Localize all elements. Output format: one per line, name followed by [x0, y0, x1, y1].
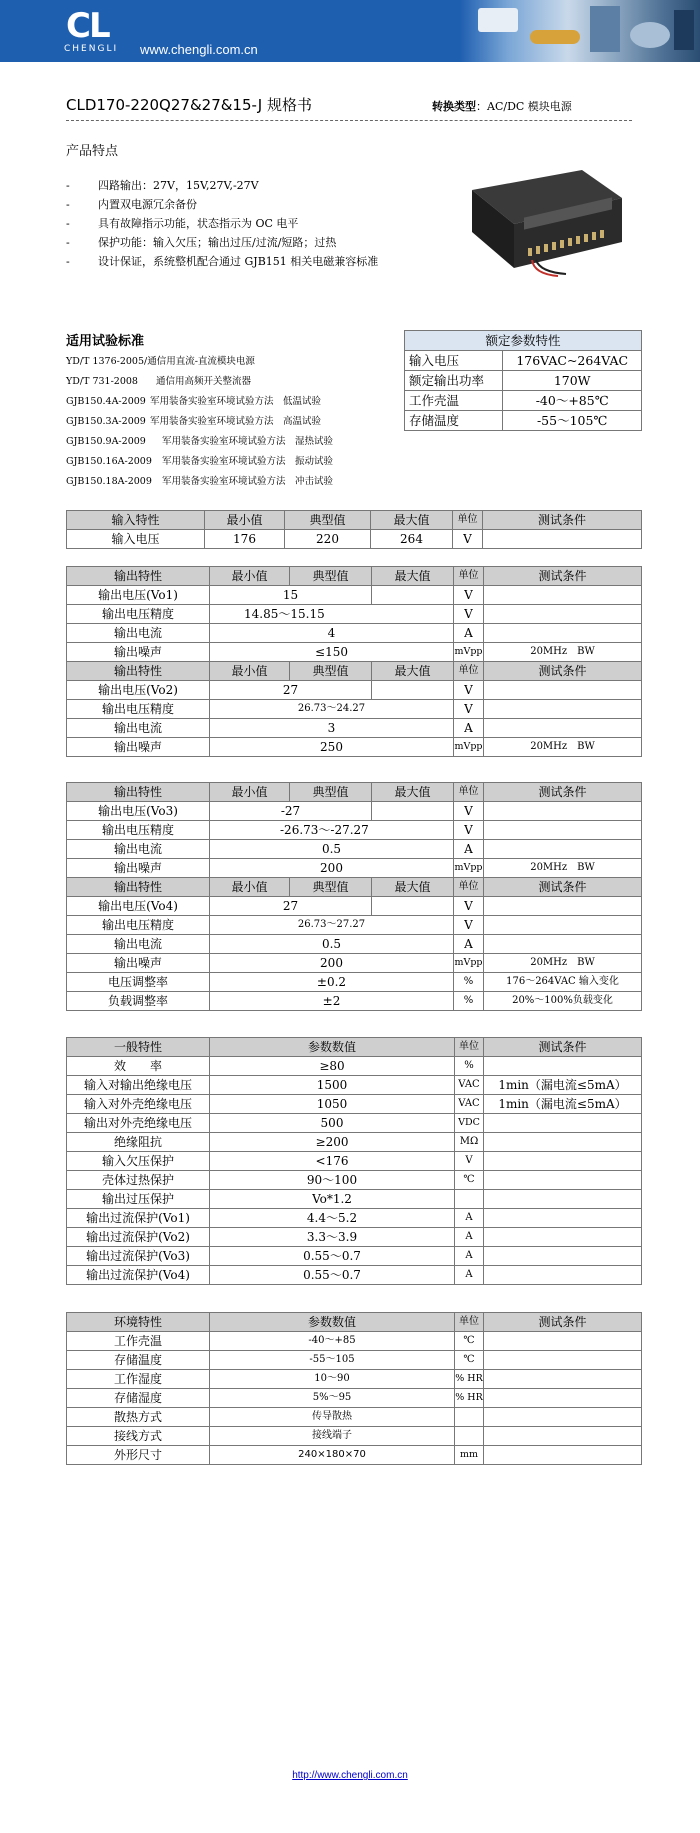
footer-link[interactable]: http://www.chengli.com.cn	[292, 1770, 408, 1781]
list-item: - 设计保证，系统整机配合通过 GJB151 相关电磁兼容标准	[66, 255, 379, 268]
table-row: 输出过流保护(Vo4) 0.55～0.7 A	[67, 1266, 642, 1285]
list-item: GJB150.18A-2009 军用装备实验室环境试验方法 冲击试验	[66, 476, 334, 487]
list-item: GJB150.4A-2009 军用装备实验室环境试验方法 低温试验	[66, 396, 322, 407]
conversion-type-value: ：AC/DC 模块电源	[476, 100, 572, 113]
table-row: 输出电压(Vo3) -27 V	[67, 802, 642, 821]
header-site-url[interactable]: www.chengli.com.cn	[140, 42, 258, 57]
list-item: GJB150.16A-2009 军用装备实验室环境试验方法 振动试验	[66, 456, 334, 467]
table-row: 输出过流保护(Vo3) 0.55～0.7 A	[67, 1247, 642, 1266]
table-row: 输出噪声 ≤150 mVpp 20MHz BW	[67, 643, 642, 662]
table-row: 输入电压 176VAC~264VAC	[405, 351, 642, 371]
table-row: 输入对输出绝缘电压 1500 VAC 1min（漏电流≤5mA）	[67, 1076, 642, 1095]
table-row: 输出电流 0.5 A	[67, 935, 642, 954]
table-row: 输出电压精度 14.85～15.15 V	[67, 605, 642, 624]
list-item: - 四路输出：27V，15V,27V,-27V	[66, 179, 259, 192]
logo-mark: CL	[66, 6, 109, 46]
table-row: 输入电压 176 220 264 V	[67, 530, 642, 549]
list-item: - 保护功能：输入欠压；输出过压/过流/短路；过热	[66, 236, 337, 249]
table-row: 输出电流 4 A	[67, 624, 642, 643]
list-item: - 内置双电源冗余备份	[66, 198, 197, 211]
table-row: 输出电压(Vo1) 15 V	[67, 586, 642, 605]
table-row: 输出电压(Vo2) 27 V	[67, 681, 642, 700]
table-row: 输出噪声 200 mVpp 20MHz BW	[67, 954, 642, 973]
list-item: GJB150.9A-2009 军用装备实验室环境试验方法 湿热试验	[66, 436, 334, 447]
table-row: 散热方式 传导散热	[67, 1408, 642, 1427]
table-row: 工作壳温 -40～+85℃	[405, 391, 642, 411]
table-row: 输出电压精度 26.73～27.27 V	[67, 916, 642, 935]
table-row: 输入欠压保护 <176 V	[67, 1152, 642, 1171]
header-banner-image	[460, 0, 700, 62]
product-photo	[462, 168, 627, 280]
table-row: 输入对外壳绝缘电压 1050 VAC 1min（漏电流≤5mA）	[67, 1095, 642, 1114]
output-table-vo1-vo2	[66, 566, 642, 757]
document-title: CLD170-220Q27&27&15-J 规格书	[66, 96, 312, 114]
table-header-row: 输出特性 最小值 典型值 最大值 单位 测试条件	[67, 878, 642, 897]
table-header-row: 输出特性 最小值 典型值 最大值 单位 测试条件	[67, 662, 642, 681]
company-logo	[58, 6, 148, 56]
table-row: 输出对外壳绝缘电压 500 VDC	[67, 1114, 642, 1133]
table-row: 存储温度 -55～105℃	[405, 411, 642, 431]
table-row: 输出过流保护(Vo2) 3.3～3.9 A	[67, 1228, 642, 1247]
list-item: YD/T 1376-2005/通信用直流-直流模块电源	[66, 356, 255, 367]
table-row: 外形尺寸 240×180×70 mm	[67, 1446, 642, 1465]
table-row: 存储湿度 5%～95 % HR	[67, 1389, 642, 1408]
table-header-row: 输出特性 最小值 典型值 最大值 单位 测试条件	[67, 567, 642, 586]
table-header-row: 输入特性 最小值 典型值 最大值 单位 测试条件	[67, 511, 642, 530]
standards-list	[66, 352, 333, 492]
table-row: 输出电流 3 A	[67, 719, 642, 738]
table-row: 电压调整率 ±0.2 % 176～264VAC 输入变化	[67, 973, 642, 992]
table-row: 输出电流 0.5 A	[67, 840, 642, 859]
table-row: 输出噪声 250 mVpp 20MHz BW	[67, 738, 642, 757]
table-row: 输出电压精度 26.73～24.27 V	[67, 700, 642, 719]
table-row: 壳体过热保护 90～100 ℃	[67, 1171, 642, 1190]
table-row: 接线方式 接线端子	[67, 1427, 642, 1446]
table-row: 输出过压保护 Vo*1.2	[67, 1190, 642, 1209]
page-footer	[0, 1770, 700, 1781]
table-row: 额定输出功率 170W	[405, 371, 642, 391]
page-header	[0, 0, 700, 62]
rated-params-heading: 额定参数特性	[405, 331, 642, 351]
list-item: GJB150.3A-2009 军用装备实验室环境试验方法 高温试验	[66, 416, 322, 427]
table-row: 输出过流保护(Vo1) 4.4～5.2 A	[67, 1209, 642, 1228]
table-row: 输出电压精度 -26.73～-27.27 V	[67, 821, 642, 840]
features-list	[66, 176, 378, 271]
list-item: YD/T 731-2008 通信用高频开关整流器	[66, 376, 252, 387]
table-row: 绝缘阻抗 ≥200 MΩ	[67, 1133, 642, 1152]
general-table	[66, 1037, 642, 1285]
table-row: 存储温度 -55～105 ℃	[67, 1351, 642, 1370]
table-row: 效 率 ≥80 %	[67, 1057, 642, 1076]
table-header-row: 环境特性 参数数值 单位 测试条件	[67, 1313, 642, 1332]
table-row: 负载调整率 ±2 % 20%～100%负载变化	[67, 992, 642, 1011]
conversion-type-label: 转换类型	[432, 100, 476, 113]
features-heading: 产品特点	[66, 144, 119, 159]
input-table	[66, 510, 642, 549]
table-header-row: 输出特性 最小值 典型值 最大值 单位 测试条件	[67, 783, 642, 802]
standards-heading: 适用试验标准	[66, 334, 145, 349]
logo-text: CHENGLI	[64, 44, 119, 54]
rated-params-table	[404, 330, 642, 431]
title-divider	[66, 120, 632, 121]
table-row: 工作壳温 -40～+85 ℃	[67, 1332, 642, 1351]
conversion-type	[432, 98, 572, 114]
environment-table	[66, 1312, 642, 1465]
table-row: 工作湿度 10～90 % HR	[67, 1370, 642, 1389]
output-table-vo3-vo4	[66, 782, 642, 1011]
table-row: 输出电压(Vo4) 27 V	[67, 897, 642, 916]
table-header-row: 一般特性 参数数值 单位 测试条件	[67, 1038, 642, 1057]
table-row: 输出噪声 200 mVpp 20MHz BW	[67, 859, 642, 878]
list-item: - 具有故障指示功能，状态指示为 OC 电平	[66, 217, 299, 230]
